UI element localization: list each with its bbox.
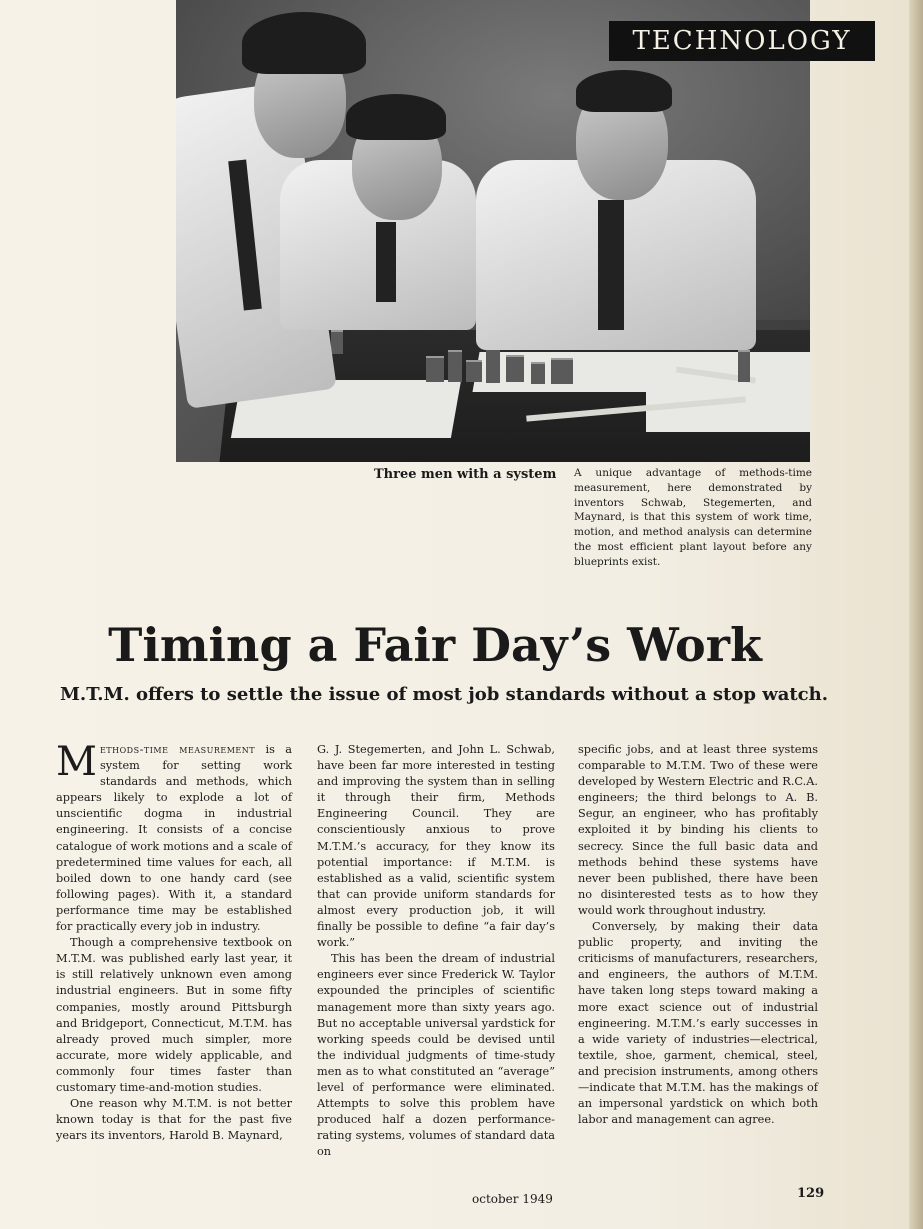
article-photo: [176, 0, 810, 462]
article-headline: Timing a Fair Day’s Work: [108, 618, 762, 672]
photo-caption-title: Three men with a system: [374, 467, 557, 482]
lead-in: ethods-time measurement: [99, 743, 256, 756]
paragraph: This has been the dream of industrial engineers ever since Frederick W. Taylor expounded the principles of scientific management more than sixty years ago. But no acceptable universal yardstick for working speeds could be devised until the individual judgments of time-study men as to what constituted an “average” level of performance were eliminated. Attempts to solve this problem have produced half a dozen performance-rating systems, volumes of standard data on: [317, 952, 555, 1159]
page-number: 129: [797, 1186, 825, 1201]
paragraph: Conversely, by making their data public property, and inviting the criticisms of manufacturers, researchers, and engineers, the authors of M.T.M. have taken long steps toward making a more exact science out of industrial engineering. M.T.M.’s early successes in a wide variety of industries—electrical, textile, shoe, garment, chemical, steel, and precision instruments, among others—indicate that M.T.M. has the makings of an impersonal yardstick on which both labor and management can agree.: [578, 920, 818, 1127]
drop-cap: M: [56, 739, 97, 785]
body-column-3: [578, 742, 818, 1128]
paragraph: specific jobs, and at least three systems comparable to M.T.M. Two of these were developed by Western Electric and R.C.A. engineers; the third belongs to A. B. Segur, an engineer, who has profitably exploited it by binding his clients to secrecy. Since the full basic data and methods behind these systems have never been published, there have been no disinterested tests as to how they would work throughout industry.: [578, 743, 818, 917]
paragraph: Though a comprehensive textbook on M.T.M. was published early last year, it is still relatively unknown even among industrial engineers. But in some fifty companies, mostly around Pittsburgh and Bridgeport, Connecticut, M.T.M. has already proved much simpler, more accurate, more widely applicable, and commonly four times faster than customary time-and-motion studies.: [56, 936, 292, 1094]
body-column-1: [56, 739, 292, 1144]
paragraph: One reason why M.T.M. is not better known today is that for the past five years its inventors, Harold B. Maynard,: [56, 1097, 292, 1143]
paragraph: G. J. Stegemerten, and John L. Schwab, have been far more interested in testing and improving the system than in selling it through their firm, Methods Engineering Council. They are conscientiously anxious to prove M.T.M.’s accuracy, for they know its potential importance: if M.T.M. is established as a valid, scientific system that can provide uniform standards for almost every production job, it will finally be possible to define “a fair day’s work.”: [317, 743, 555, 950]
paragraph: [56, 739, 292, 935]
section-label: TECHNOLOGY: [609, 21, 875, 61]
photo-caption-text: A unique advantage of methods-time measurement, here demonstrated by inventors Schwab, Stegemerten, and Maynard, is that this system of work time, motion, and method analysis can determine the most efficient plant layout before any blueprints exist.: [574, 467, 812, 568]
page-edge: [909, 0, 923, 1229]
paragraph-text: is a system for setting work standards and methods, which appears likely to explode a lot of unscientific dogma in industrial engineering. It consists of a concise catalogue of work motions and a scale of predetermined time values for each, all boiled down to one handy card (see following pages). With it, a standard performance time may be established for practically every job in industry.: [56, 743, 292, 934]
body-column-2: [317, 742, 555, 1160]
article-deck: M.T.M. offers to settle the issue of most job standards without a stop watch.: [60, 684, 828, 705]
footer-date: october 1949: [472, 1192, 553, 1206]
